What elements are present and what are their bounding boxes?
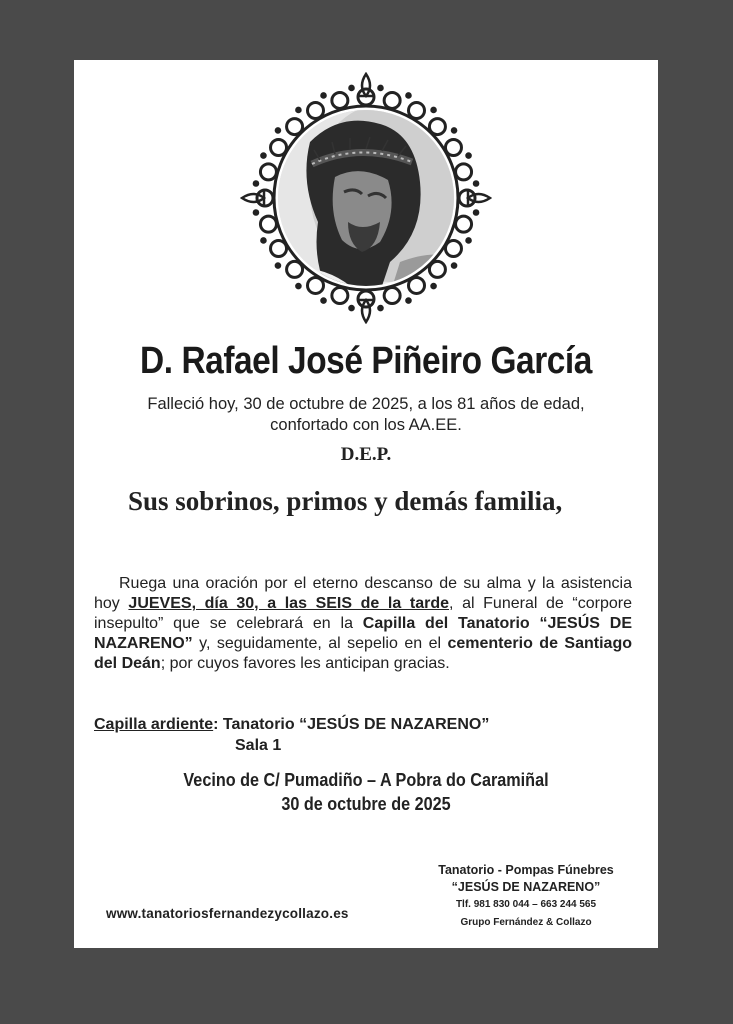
residence-info — [103, 768, 629, 816]
medallion-christ-icon — [240, 72, 492, 324]
scallop-dot — [276, 264, 280, 268]
scallop-dot — [452, 129, 456, 133]
company-line-1: Tanatorio - Pompas Fúnebres — [438, 863, 614, 877]
scallop-dot — [432, 108, 436, 112]
scallop-dot — [350, 306, 354, 310]
obituary-sheet — [74, 60, 658, 948]
death-line-2: confortado con los AA.EE. — [270, 416, 462, 434]
scallop-dot — [379, 86, 383, 90]
residence-line-2: 30 de octubre de 2025 — [281, 794, 451, 814]
announcement-text-7: ; por cuyos favores les anticipan gracias. — [160, 655, 450, 672]
scallop-dot — [262, 154, 266, 158]
announcement-text-3: , al Funeral de “corpore insepulto” que se celebrará en la — [94, 595, 633, 632]
scallop-ornament — [332, 92, 348, 108]
announcement-text-5: y, seguidamente, al sepelio en el — [192, 635, 448, 652]
scallop-ornament — [332, 288, 348, 304]
scallop-ornament — [260, 164, 276, 180]
funeral-home-info — [426, 862, 626, 933]
announcement-paragraph — [94, 574, 632, 674]
cemetery-name: cementerio de Santiago del Deán — [94, 635, 632, 672]
scallop-ornament — [456, 164, 472, 180]
website-text: www.tanatoriosfernandezycollazo.es — [106, 906, 349, 921]
scallop-dot — [432, 284, 436, 288]
scallop-dot — [474, 211, 478, 215]
dep-text: D.E.P. — [340, 444, 392, 465]
scallop-ornament — [260, 216, 276, 232]
scallop-dot — [297, 284, 301, 288]
funeral-time: JUEVES, día 30, a las SEIS de la tarde — [128, 595, 450, 612]
scallop-dot — [474, 182, 478, 186]
announcement-text-1: Ruega una oración por el eterno descanso de su alma y la asistencia hoy — [94, 575, 632, 612]
scallop-dot — [276, 129, 280, 133]
company-phone: Tlf. 981 830 044 – 663 244 565 — [455, 899, 597, 910]
residence-line-1: Vecino de C/ Pumadiño – A Pobra do Caramiñal — [183, 770, 549, 790]
scallop-ornament — [384, 288, 400, 304]
chapel-label: Capilla ardiente — [94, 716, 214, 733]
scallop-dot — [407, 94, 411, 98]
scallop-dot — [254, 182, 258, 186]
family-line: Sus sobrinos, primos y demás familia, — [128, 486, 563, 516]
death-notice — [94, 394, 638, 436]
chapel-colon: : — [213, 716, 219, 733]
scallop-dot — [467, 239, 471, 243]
deceased-name: D. Rafael José Piñeiro García — [140, 340, 592, 382]
scallop-dot — [452, 264, 456, 268]
scallop-dot — [322, 299, 326, 303]
chapel-info — [94, 714, 634, 756]
scallop-dot — [379, 306, 383, 310]
scallop-dot — [407, 299, 411, 303]
scallop-dot — [297, 108, 301, 112]
company-line-2: “JESÚS DE NAZARENO” — [451, 880, 601, 894]
scallop-dot — [350, 86, 354, 90]
scallop-ornament — [456, 216, 472, 232]
scallop-dot — [254, 211, 258, 215]
chapel-place: Tanatorio “JESÚS DE NAZARENO” — [218, 716, 490, 733]
death-line-1: Falleció hoy, 30 de octubre de 2025, a los 81 años de edad, — [147, 395, 585, 413]
chapel-room: Sala 1 — [235, 737, 282, 754]
company-group: Grupo Fernández & Collazo — [460, 917, 592, 928]
chapel-name: Capilla del Tanatorio “JESÚS DE NAZARENO” — [94, 615, 632, 652]
scallop-ornament — [384, 92, 400, 108]
scallop-dot — [467, 154, 471, 158]
scallop-dot — [262, 239, 266, 243]
scallop-dot — [322, 94, 326, 98]
